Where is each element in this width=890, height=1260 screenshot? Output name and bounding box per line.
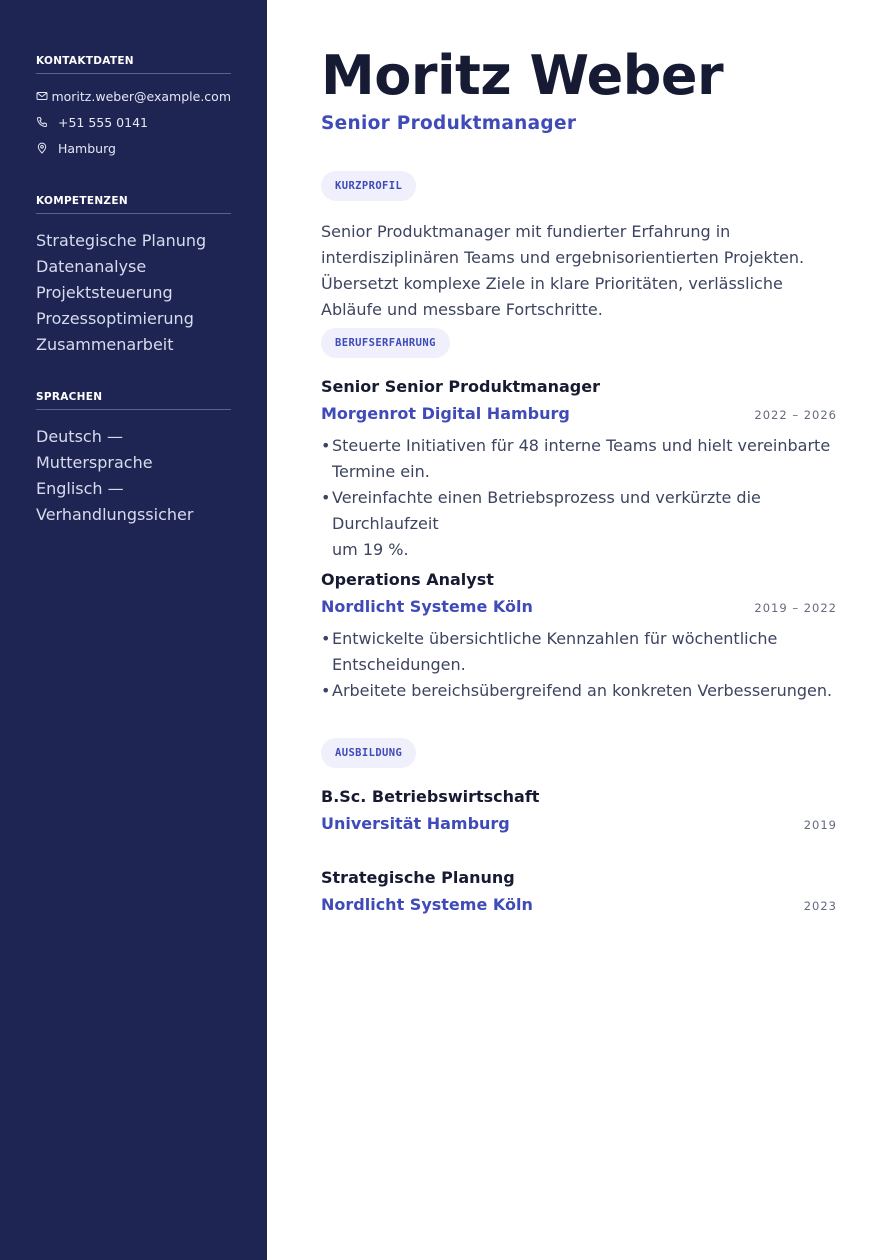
location-row [36, 135, 231, 161]
languages-section [36, 391, 231, 528]
email-row [36, 83, 231, 109]
language-item: Englisch — [36, 479, 124, 498]
skill-item: Datenanalyse [36, 257, 147, 276]
bullet-item: • Steuerte Initiativen für 48 interne Teams und hielt vereinbarte Termine ein. [321, 436, 831, 481]
institution: Universität Hamburg [321, 814, 510, 833]
profile-heading-pill: KURZPROFIL [321, 171, 416, 201]
phone-icon [36, 116, 58, 128]
email-text[interactable]: moritz.weber@example.com [51, 88, 231, 104]
contact-section [36, 55, 231, 161]
location-text: Hamburg [58, 140, 116, 156]
language-item: Verhandlungssicher [36, 505, 194, 524]
bullet-line: Vereinfachte einen Betriebsprozess und verkürzte die Durchlaufzeit [332, 488, 761, 533]
institution: Nordlicht Systeme Köln [321, 895, 533, 914]
phone-text[interactable]: +51 555 0141 [58, 114, 148, 130]
skill-item: Prozessoptimierung [36, 309, 194, 328]
job-company: Nordlicht Systeme Köln [321, 597, 533, 616]
job-bullets [321, 626, 837, 704]
bullet-line: Entwickelte übersichtliche Kennzahlen für wöchentliche [332, 629, 778, 648]
profile-summary: Senior Produktmanager mit fundierter Erfahrung in interdisziplinären Teams und ergebnisorientierten Projekten. Übersetzt komplexe Ziele in klare Prioritäten, verlässliche Abläufe und messbare Fortschritte. [321, 222, 805, 319]
mail-icon [36, 90, 51, 102]
skills-section [36, 195, 231, 358]
job-org-row [321, 400, 837, 428]
experience-heading-pill: BERUFSERFAHRUNG [321, 328, 450, 358]
education-entry [321, 784, 837, 838]
education-year: 2019 [803, 818, 837, 832]
person-name: Moritz Weber [321, 44, 724, 107]
bullet-item: • Entwickelte übersichtliche Kennzahlen für wöchentliche Entscheidungen. [321, 629, 778, 674]
job-title: Operations Analyst [321, 570, 494, 589]
experience-entry [321, 567, 837, 704]
skill-item: Zusammenarbeit [36, 335, 174, 354]
bullet-item: • Arbeitete bereichsübergreifend an konkreten Verbesserungen. [321, 681, 833, 700]
bullet-line: Steuerte Initiativen für 48 interne Teams und hielt vereinbarte [332, 436, 831, 455]
experience-entry [321, 374, 837, 563]
contact-heading: KONTAKTDATEN [36, 55, 231, 74]
skills-list [36, 228, 231, 358]
job-dates: 2022 – 2026 [754, 408, 837, 422]
job-company: Morgenrot Digital Hamburg [321, 404, 570, 423]
education-heading-pill: AUSBILDUNG [321, 738, 416, 768]
job-title: Senior Senior Produktmanager [321, 377, 600, 396]
phone-row [36, 109, 231, 135]
bullet-line: Termine ein. [332, 462, 430, 481]
degree-title: Strategische Planung [321, 868, 515, 887]
location-pin-icon [36, 142, 58, 154]
person-role: Senior Produktmanager [321, 113, 577, 134]
education-org-row [321, 891, 837, 919]
languages-heading: SPRACHEN [36, 391, 231, 410]
job-dates: 2019 – 2022 [754, 601, 837, 615]
degree-title: B.Sc. Betriebswirtschaft [321, 787, 540, 806]
education-entry [321, 865, 837, 919]
education-year: 2023 [803, 899, 837, 913]
job-org-row [321, 593, 837, 621]
language-item: Deutsch — Muttersprache [36, 427, 153, 472]
skills-heading: KOMPETENZEN [36, 195, 231, 214]
bullet-line: um 19 %. [332, 540, 409, 559]
bullet-line: Arbeitete bereichsübergreifend an konkreten Verbesserungen. [332, 681, 833, 700]
skill-item: Projektsteuerung [36, 283, 173, 302]
education-org-row [321, 810, 837, 838]
skill-item: Strategische Planung [36, 231, 207, 250]
bullet-item: • Vereinfachte einen Betriebsprozess und verkürzte die Durchlaufzeit um 19 %. [321, 488, 761, 559]
languages-list [36, 424, 231, 528]
sidebar [0, 0, 267, 1260]
job-bullets [321, 433, 837, 563]
bullet-line: Entscheidungen. [332, 655, 466, 674]
